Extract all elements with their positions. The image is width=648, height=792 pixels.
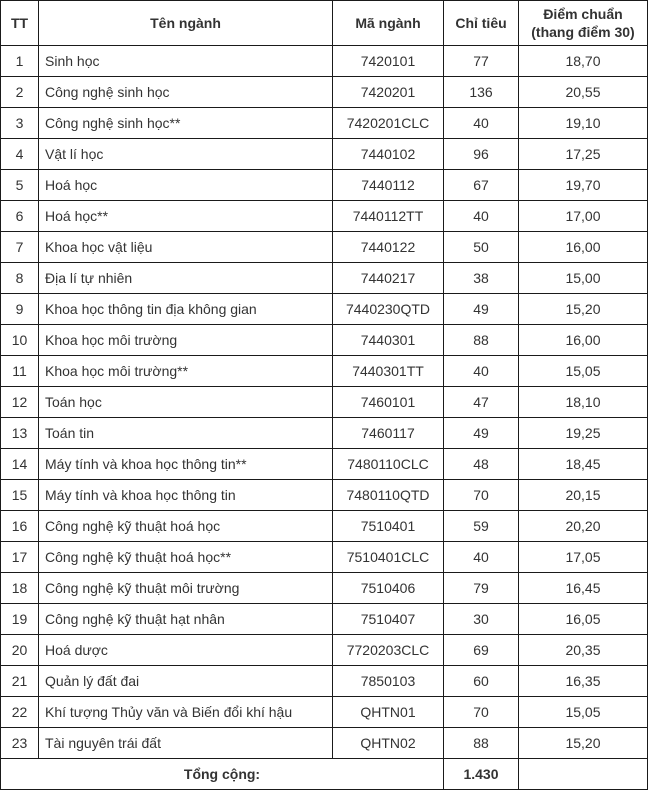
cell-chi-tieu: 40 bbox=[444, 356, 519, 387]
cell-chi-tieu: 70 bbox=[444, 480, 519, 511]
cell-tt: 17 bbox=[1, 542, 39, 573]
cell-diem-chuan: 18,10 bbox=[519, 387, 648, 418]
cell-diem-chuan: 15,05 bbox=[519, 697, 648, 728]
cell-tt: 21 bbox=[1, 666, 39, 697]
cell-ten-nganh: Tài nguyên trái đất bbox=[39, 728, 333, 759]
cell-ma-nganh: 7510401CLC bbox=[333, 542, 444, 573]
cell-diem-chuan: 15,05 bbox=[519, 356, 648, 387]
total-empty-cell bbox=[519, 759, 648, 790]
cell-ma-nganh: 7440301 bbox=[333, 325, 444, 356]
cell-ma-nganh: 7480110CLC bbox=[333, 449, 444, 480]
cell-chi-tieu: 40 bbox=[444, 108, 519, 139]
header-diem-chuan-line2: (thang điểm 30) bbox=[531, 24, 635, 40]
table-body bbox=[1, 46, 648, 759]
table-row bbox=[1, 697, 648, 728]
cell-ten-nganh: Công nghệ sinh học** bbox=[39, 108, 333, 139]
cell-ma-nganh: 7420201 bbox=[333, 77, 444, 108]
cell-diem-chuan: 15,20 bbox=[519, 294, 648, 325]
header-ten-nganh: Tên ngành bbox=[39, 1, 333, 46]
table-row bbox=[1, 108, 648, 139]
cell-chi-tieu: 38 bbox=[444, 263, 519, 294]
cell-diem-chuan: 19,25 bbox=[519, 418, 648, 449]
cell-ma-nganh: 7440301TT bbox=[333, 356, 444, 387]
cell-diem-chuan: 17,25 bbox=[519, 139, 648, 170]
cell-tt: 6 bbox=[1, 201, 39, 232]
cell-chi-tieu: 67 bbox=[444, 170, 519, 201]
cell-tt: 10 bbox=[1, 325, 39, 356]
cell-ten-nganh: Khoa học môi trường** bbox=[39, 356, 333, 387]
cell-tt: 13 bbox=[1, 418, 39, 449]
table-row bbox=[1, 356, 648, 387]
cell-ten-nganh: Khí tượng Thủy văn và Biến đổi khí hậu bbox=[39, 697, 333, 728]
cell-chi-tieu: 79 bbox=[444, 573, 519, 604]
cell-ma-nganh: 7440230QTD bbox=[333, 294, 444, 325]
header-chi-tieu: Chỉ tiêu bbox=[444, 1, 519, 46]
cell-tt: 16 bbox=[1, 511, 39, 542]
table-row bbox=[1, 542, 648, 573]
table-row bbox=[1, 387, 648, 418]
cell-ma-nganh: 7420201CLC bbox=[333, 108, 444, 139]
table-row bbox=[1, 139, 648, 170]
table-row bbox=[1, 635, 648, 666]
cell-ma-nganh: 7510406 bbox=[333, 573, 444, 604]
cell-tt: 14 bbox=[1, 449, 39, 480]
cell-chi-tieu: 47 bbox=[444, 387, 519, 418]
cell-ten-nganh: Công nghệ kỹ thuật môi trường bbox=[39, 573, 333, 604]
cell-tt: 4 bbox=[1, 139, 39, 170]
cell-diem-chuan: 16,35 bbox=[519, 666, 648, 697]
cell-chi-tieu: 88 bbox=[444, 325, 519, 356]
table-row bbox=[1, 325, 648, 356]
cell-ten-nganh: Hoá học** bbox=[39, 201, 333, 232]
table-row bbox=[1, 511, 648, 542]
cell-chi-tieu: 49 bbox=[444, 418, 519, 449]
cell-chi-tieu: 70 bbox=[444, 697, 519, 728]
table-row bbox=[1, 46, 648, 77]
cell-diem-chuan: 20,20 bbox=[519, 511, 648, 542]
cell-diem-chuan: 16,45 bbox=[519, 573, 648, 604]
cell-tt: 20 bbox=[1, 635, 39, 666]
cell-ten-nganh: Khoa học môi trường bbox=[39, 325, 333, 356]
cell-tt: 5 bbox=[1, 170, 39, 201]
cell-diem-chuan: 16,00 bbox=[519, 325, 648, 356]
cell-chi-tieu: 136 bbox=[444, 77, 519, 108]
cell-tt: 19 bbox=[1, 604, 39, 635]
cell-diem-chuan: 15,00 bbox=[519, 263, 648, 294]
cell-tt: 8 bbox=[1, 263, 39, 294]
cell-ten-nganh: Công nghệ kỹ thuật hoá học bbox=[39, 511, 333, 542]
cell-ten-nganh: Khoa học thông tin địa không gian bbox=[39, 294, 333, 325]
cell-diem-chuan: 16,05 bbox=[519, 604, 648, 635]
table-row bbox=[1, 170, 648, 201]
cell-diem-chuan: 17,00 bbox=[519, 201, 648, 232]
cell-ma-nganh: 7510407 bbox=[333, 604, 444, 635]
cell-ma-nganh: 7440112 bbox=[333, 170, 444, 201]
header-diem-chuan-line1: Điểm chuẩn bbox=[543, 6, 623, 22]
cell-diem-chuan: 17,05 bbox=[519, 542, 648, 573]
total-row bbox=[1, 759, 648, 790]
cell-chi-tieu: 96 bbox=[444, 139, 519, 170]
table-row bbox=[1, 294, 648, 325]
cell-ma-nganh: 7510401 bbox=[333, 511, 444, 542]
cell-ten-nganh: Máy tính và khoa học thông tin bbox=[39, 480, 333, 511]
cell-chi-tieu: 40 bbox=[444, 201, 519, 232]
table-row bbox=[1, 232, 648, 263]
total-value: 1.430 bbox=[444, 759, 519, 790]
cell-ten-nganh: Quản lý đất đai bbox=[39, 666, 333, 697]
cell-ma-nganh: 7720203CLC bbox=[333, 635, 444, 666]
cell-tt: 1 bbox=[1, 46, 39, 77]
cell-ten-nganh: Địa lí tự nhiên bbox=[39, 263, 333, 294]
cell-tt: 7 bbox=[1, 232, 39, 263]
cell-diem-chuan: 20,55 bbox=[519, 77, 648, 108]
cell-ten-nganh: Hoá học bbox=[39, 170, 333, 201]
table-row bbox=[1, 573, 648, 604]
cell-ten-nganh: Công nghệ kỹ thuật hạt nhân bbox=[39, 604, 333, 635]
cell-ma-nganh: QHTN02 bbox=[333, 728, 444, 759]
cell-ten-nganh: Công nghệ kỹ thuật hoá học** bbox=[39, 542, 333, 573]
cell-chi-tieu: 60 bbox=[444, 666, 519, 697]
cell-diem-chuan: 20,35 bbox=[519, 635, 648, 666]
cell-tt: 22 bbox=[1, 697, 39, 728]
total-label: Tổng cộng: bbox=[1, 759, 444, 790]
cell-ma-nganh: 7440122 bbox=[333, 232, 444, 263]
cell-ma-nganh: 7460101 bbox=[333, 387, 444, 418]
header-row bbox=[1, 1, 648, 46]
cell-ma-nganh: 7420101 bbox=[333, 46, 444, 77]
cell-ten-nganh: Sinh học bbox=[39, 46, 333, 77]
cell-tt: 9 bbox=[1, 294, 39, 325]
cell-diem-chuan: 19,70 bbox=[519, 170, 648, 201]
cell-ma-nganh: 7440217 bbox=[333, 263, 444, 294]
header-ma-nganh: Mã ngành bbox=[333, 1, 444, 46]
table-row bbox=[1, 666, 648, 697]
table-row bbox=[1, 480, 648, 511]
cell-ten-nganh: Khoa học vật liệu bbox=[39, 232, 333, 263]
cell-ma-nganh: 7460117 bbox=[333, 418, 444, 449]
cell-ma-nganh: 7440102 bbox=[333, 139, 444, 170]
cell-chi-tieu: 48 bbox=[444, 449, 519, 480]
cell-tt: 18 bbox=[1, 573, 39, 604]
cell-ma-nganh: 7440112TT bbox=[333, 201, 444, 232]
cell-tt: 3 bbox=[1, 108, 39, 139]
cell-chi-tieu: 50 bbox=[444, 232, 519, 263]
cell-ma-nganh: 7480110QTD bbox=[333, 480, 444, 511]
table-row bbox=[1, 263, 648, 294]
cell-chi-tieu: 49 bbox=[444, 294, 519, 325]
cell-tt: 12 bbox=[1, 387, 39, 418]
cell-chi-tieu: 77 bbox=[444, 46, 519, 77]
cell-ten-nganh: Toán tin bbox=[39, 418, 333, 449]
cell-diem-chuan: 20,15 bbox=[519, 480, 648, 511]
cell-tt: 23 bbox=[1, 728, 39, 759]
cell-chi-tieu: 69 bbox=[444, 635, 519, 666]
cell-diem-chuan: 18,70 bbox=[519, 46, 648, 77]
cell-diem-chuan: 15,20 bbox=[519, 728, 648, 759]
cell-ten-nganh: Toán học bbox=[39, 387, 333, 418]
table-row bbox=[1, 77, 648, 108]
cell-chi-tieu: 59 bbox=[444, 511, 519, 542]
cell-ten-nganh: Công nghệ sinh học bbox=[39, 77, 333, 108]
cell-ten-nganh: Hoá dược bbox=[39, 635, 333, 666]
table-row bbox=[1, 449, 648, 480]
cell-tt: 11 bbox=[1, 356, 39, 387]
table-row bbox=[1, 418, 648, 449]
cell-diem-chuan: 18,45 bbox=[519, 449, 648, 480]
cell-ma-nganh: QHTN01 bbox=[333, 697, 444, 728]
cell-chi-tieu: 40 bbox=[444, 542, 519, 573]
cell-ten-nganh: Máy tính và khoa học thông tin** bbox=[39, 449, 333, 480]
cell-diem-chuan: 19,10 bbox=[519, 108, 648, 139]
cell-tt: 2 bbox=[1, 77, 39, 108]
cell-diem-chuan: 16,00 bbox=[519, 232, 648, 263]
cell-tt: 15 bbox=[1, 480, 39, 511]
table-row bbox=[1, 604, 648, 635]
table-row bbox=[1, 201, 648, 232]
cell-ten-nganh: Vật lí học bbox=[39, 139, 333, 170]
header-tt: TT bbox=[1, 1, 39, 46]
header-diem-chuan bbox=[519, 1, 648, 46]
table-row bbox=[1, 728, 648, 759]
cell-ma-nganh: 7850103 bbox=[333, 666, 444, 697]
cell-chi-tieu: 30 bbox=[444, 604, 519, 635]
cell-chi-tieu: 88 bbox=[444, 728, 519, 759]
